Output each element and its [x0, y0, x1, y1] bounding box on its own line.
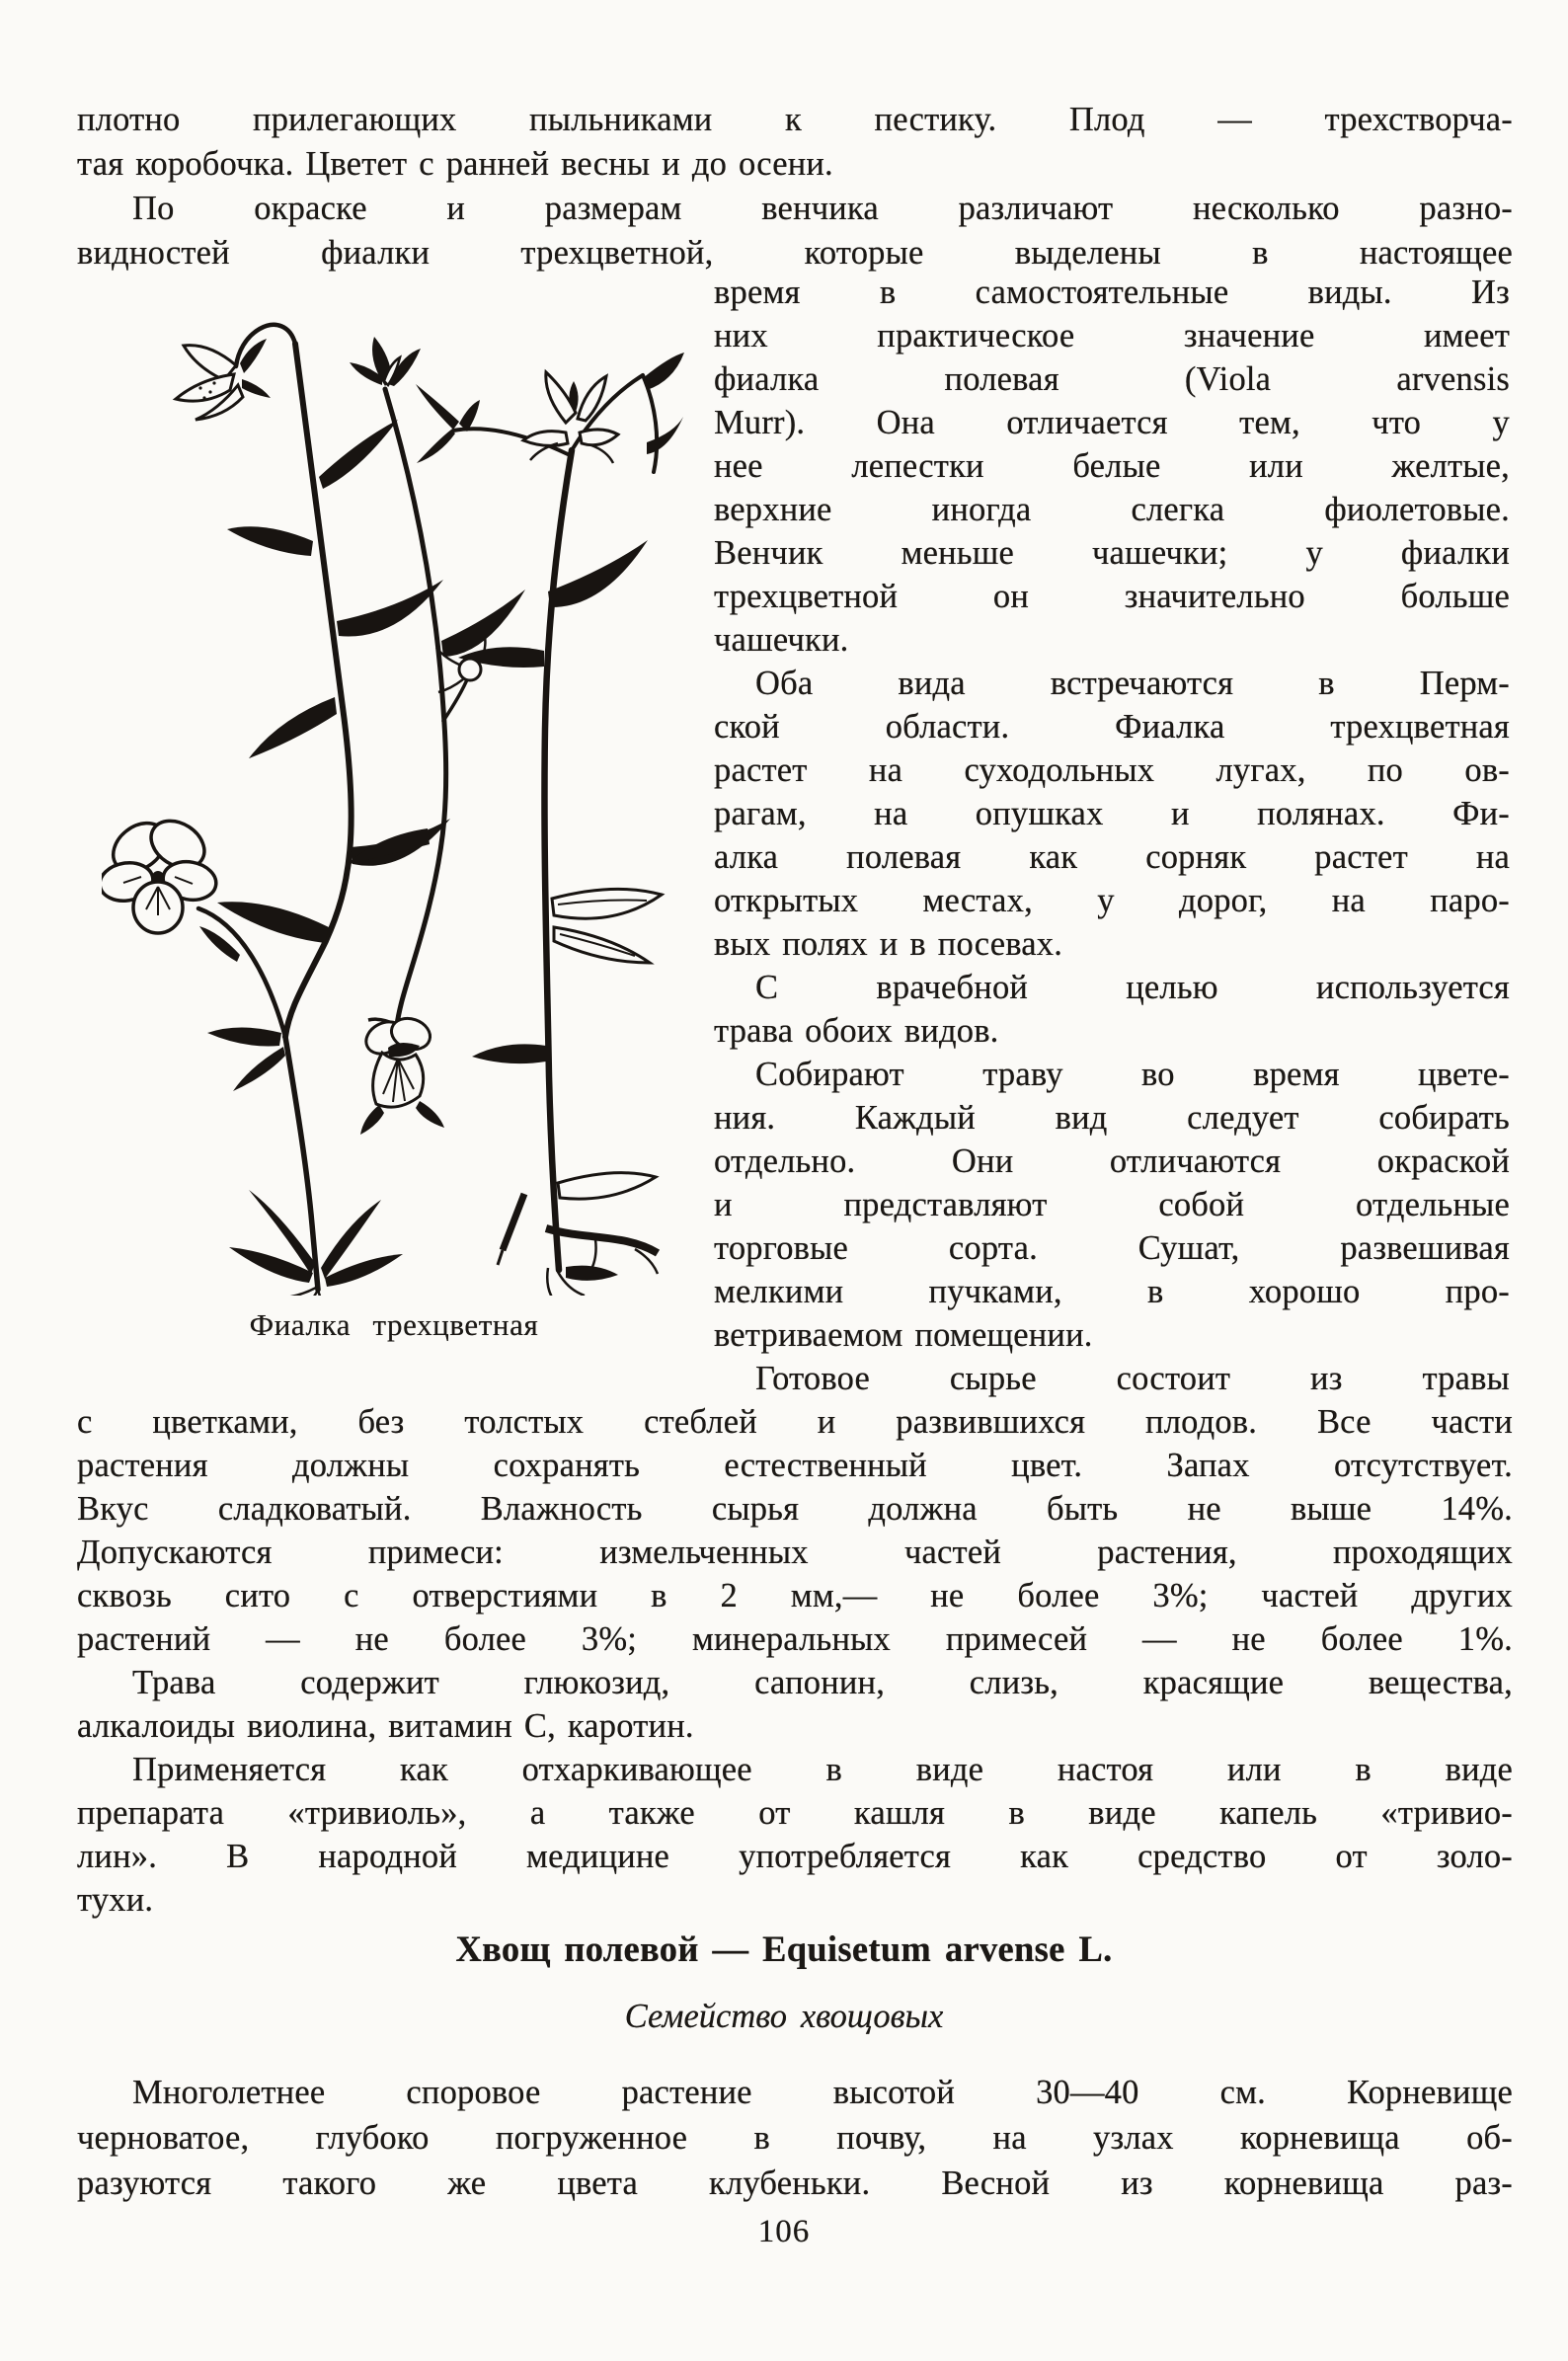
text-line: плотно прилегающих пыльниками к пестику. Плод — трехстворча-	[77, 101, 1513, 138]
text-line: тая коробочка. Цветет с ранней весны и до осени.	[77, 145, 833, 183]
text-line: время в самостоятельные виды. Из	[714, 274, 1510, 311]
text-line: Трава содержит глюкозид, сапонин, слизь, красящие вещества,	[132, 1664, 1513, 1701]
text-line: Вкус сладковатый. Влажность сырья должна быть не выше 14%.	[77, 1490, 1513, 1528]
text-line: черноватое, глубоко погруженное в почву, на узлах корневища об-	[77, 2119, 1513, 2157]
text-line: Применяется как отхаркивающее в виде настоя или в виде	[132, 1751, 1513, 1788]
text-line: алкалоиды виолина, витамин С, каротин.	[77, 1707, 694, 1745]
text-line: алка полевая как сорняк растет на	[714, 838, 1510, 876]
text-line: вых полях и в посевах.	[714, 925, 1063, 963]
text-line: разуются такого же цвета клубеньки. Весной из корневища раз-	[77, 2164, 1513, 2202]
section-heading: Хвощ полевой — Equisetum arvense L.	[455, 1928, 1113, 1969]
text-line: мелкими пучками, в хорошо про-	[714, 1273, 1510, 1310]
text-line: рагам, на опушках и полянах. Фи-	[714, 795, 1510, 832]
intro-paragraphs	[77, 98, 1513, 275]
text-line: Многолетнее споровое растение высотой 30—40 см. Корневище	[132, 2074, 1513, 2111]
text-line: них практическое значение имеет	[714, 317, 1510, 354]
closing-paragraph	[77, 2070, 1513, 2206]
text-line: отдельно. Они отличаются окраской	[714, 1142, 1510, 1180]
page-number: 106	[757, 2214, 811, 2249]
text-line: тухи.	[77, 1881, 154, 1919]
viola-tricolor-illustration	[102, 294, 686, 1296]
text-line: лин». В народной медицине употребляется как средство от золо-	[77, 1838, 1513, 1875]
right-column	[714, 271, 1510, 1400]
text-line: и представляют собой отдельные	[714, 1186, 1510, 1223]
text-line: Допускаются примеси: измельченных частей растения, проходящих	[77, 1534, 1513, 1571]
text-line: растения должны сохранять естественный цвет. Запах отсутствует.	[77, 1447, 1513, 1484]
text-line: ветриваемом помещении.	[714, 1316, 1093, 1354]
family-subheading: Семейство хвощовых	[624, 1998, 944, 2035]
text-line: с цветками, без толстых стеблей и развившихся плодов. Все части	[77, 1403, 1513, 1441]
text-line: нее лепестки белые или желтые,	[714, 447, 1510, 485]
text-line: сквозь сито с отверстиями в 2 мм,— не более 3%; частей других	[77, 1577, 1513, 1614]
text-line: Murr). Она отличается тем, что у	[714, 404, 1510, 441]
text-line: фиалка полевая (Viola arvensis	[714, 360, 1510, 398]
text-line: открытых местах, у дорог, на паро-	[714, 882, 1510, 919]
figure-caption: Фиалка трехцветная	[249, 1307, 539, 1342]
text-line: растет на суходольных лугах, по ов-	[714, 751, 1510, 789]
lower-paragraphs	[77, 1400, 1513, 1922]
text-line: Готовое сырье состоит из травы	[755, 1360, 1510, 1397]
text-line: видностей фиалки трехцветной, которые выделены в настоящее	[77, 234, 1513, 272]
text-line: препарата «тривиоль», а также от кашля в виде капель «тривио-	[77, 1794, 1513, 1832]
viola-figure	[102, 294, 686, 1343]
text-line: Собирают траву во время цвете-	[755, 1056, 1510, 1093]
text-line: чашечки.	[714, 621, 849, 659]
text-line: Оба вида встречаются в Перм-	[755, 665, 1510, 702]
text-line: верхние иногда слегка фиолетовые.	[714, 491, 1510, 528]
text-line: Венчик меньше чашечки; у фиалки	[714, 534, 1510, 572]
text-line: трехцветной он значительно больше	[714, 578, 1510, 615]
text-line: растений — не более 3%; минеральных примесей — не более 1%.	[77, 1620, 1513, 1658]
text-line: С врачебной целью используется	[755, 969, 1510, 1006]
text-line: торговые сорта. Сушат, развешивая	[714, 1229, 1510, 1267]
text-line: По окраске и размерам венчика различают несколько разно-	[132, 190, 1513, 227]
text-line: ской области. Фиалка трехцветная	[714, 708, 1510, 746]
text-line: трава обоих видов.	[714, 1012, 999, 1050]
text-line: ния. Каждый вид следует собирать	[714, 1099, 1510, 1137]
